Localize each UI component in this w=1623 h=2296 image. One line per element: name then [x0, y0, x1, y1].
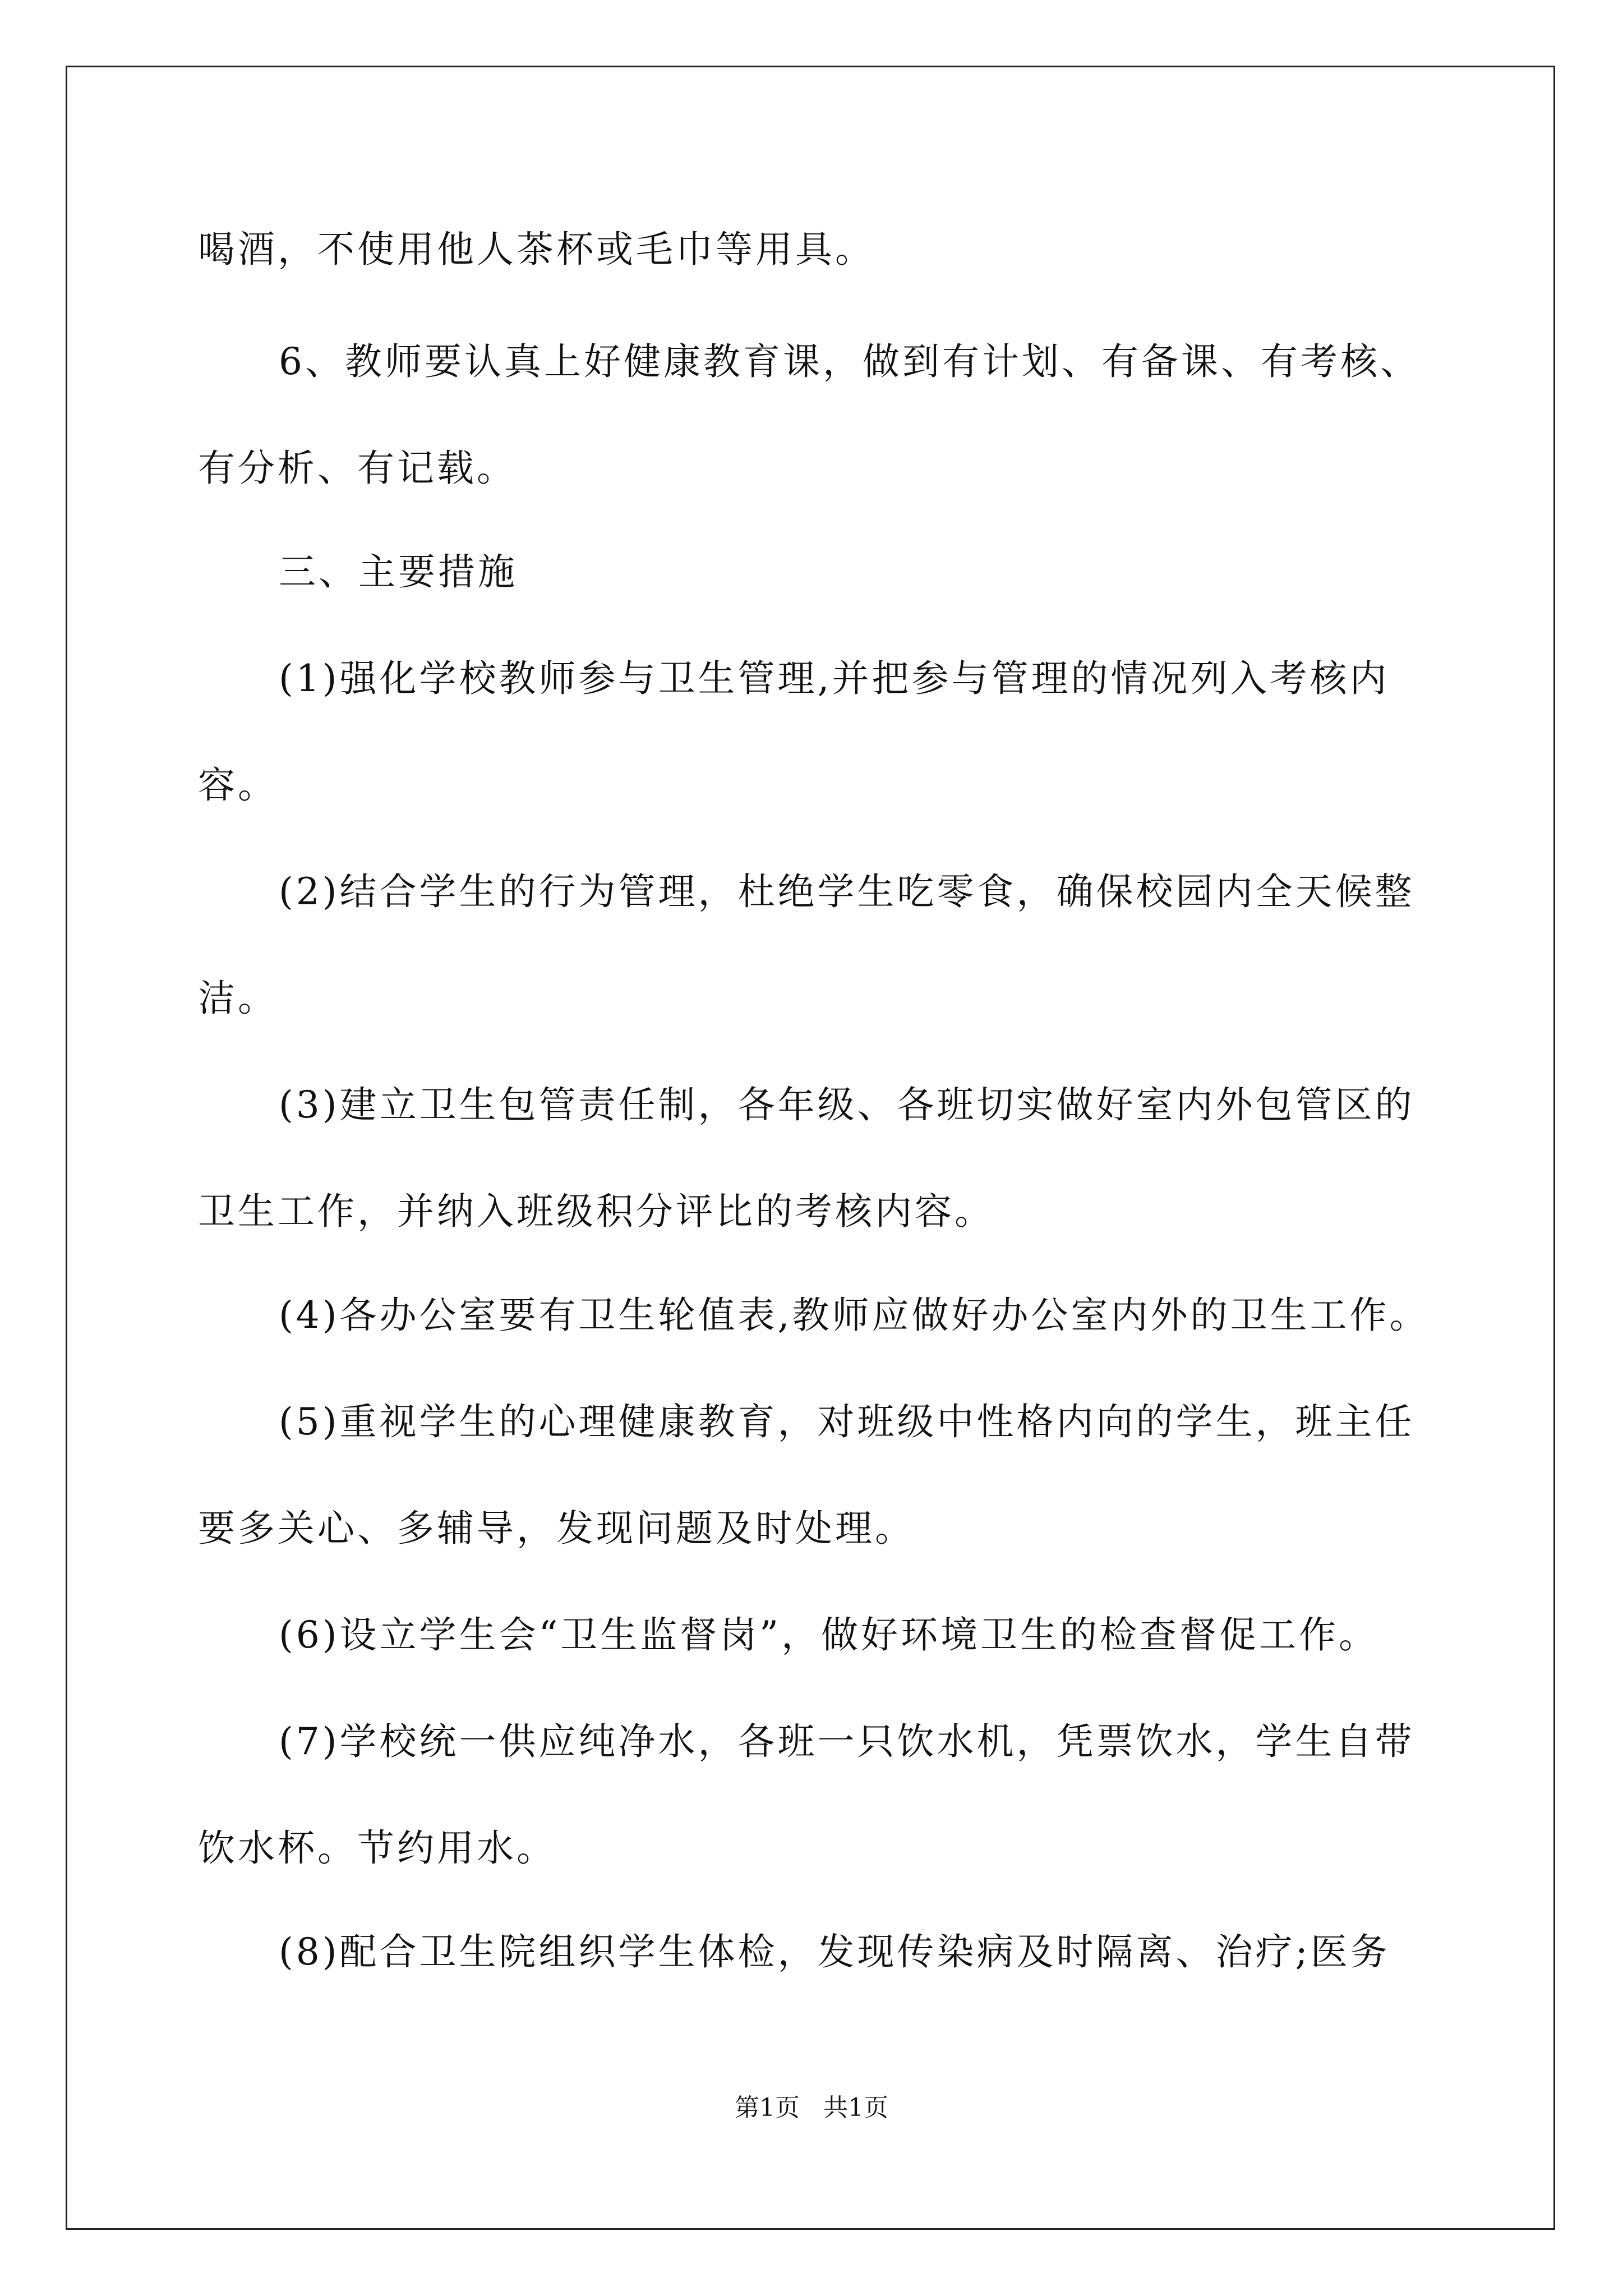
paragraph-line: 饮水杯。节约用水。 — [198, 1826, 556, 1870]
paragraph-line: 要多关心、多辅导，发现问题及时处理。 — [198, 1507, 915, 1550]
paragraph-line: (5)重视学生的心理健康教育，对班级中性格内向的学生，班主任 — [279, 1400, 1415, 1443]
paragraph-line: (2)结合学生的行为管理，杜绝学生吃零食，确保校园内全天候整 — [279, 870, 1415, 913]
page-border — [66, 66, 1555, 2230]
page-number-footer: 第1页 共1页 — [735, 2093, 888, 2122]
paragraph-line: 容。 — [198, 763, 278, 807]
paragraph-line: 有分析、有记载。 — [198, 447, 517, 490]
paragraph-line: (8)配合卫生院组织学生体检，发现传染病及时隔离、治疗;医务 — [279, 1930, 1390, 1973]
paragraph-line: (7)学校统一供应纯净水，各班一只饮水机，凭票饮水，学生自带 — [279, 1720, 1415, 1763]
paragraph-line: (1)强化学校教师参与卫生管理,并把参与管理的情况列入考核内 — [279, 657, 1390, 700]
paragraph-line: (3)建立卫生包管责任制，各年级、各班切实做好室内外包管区的 — [279, 1083, 1415, 1126]
paragraph-line: 6、教师要认真上好健康教育课，做到有计划、有备课、有考核、 — [279, 340, 1420, 383]
paragraph-line: 洁。 — [198, 977, 278, 1020]
section-heading: 三、主要措施 — [279, 550, 518, 593]
paragraph-line: (4)各办公室要有卫生轮值表,教师应做好办公室内外的卫生工作。 — [279, 1294, 1430, 1337]
paragraph-line: (6)设立学生会“卫生监督岗”，做好环境卫生的检查督促工作。 — [279, 1613, 1378, 1657]
paragraph-line: 卫生工作，并纳入班级积分评比的考核内容。 — [198, 1190, 994, 1233]
paragraph-line: 喝酒，不使用他人茶杯或毛巾等用具。 — [198, 228, 875, 271]
